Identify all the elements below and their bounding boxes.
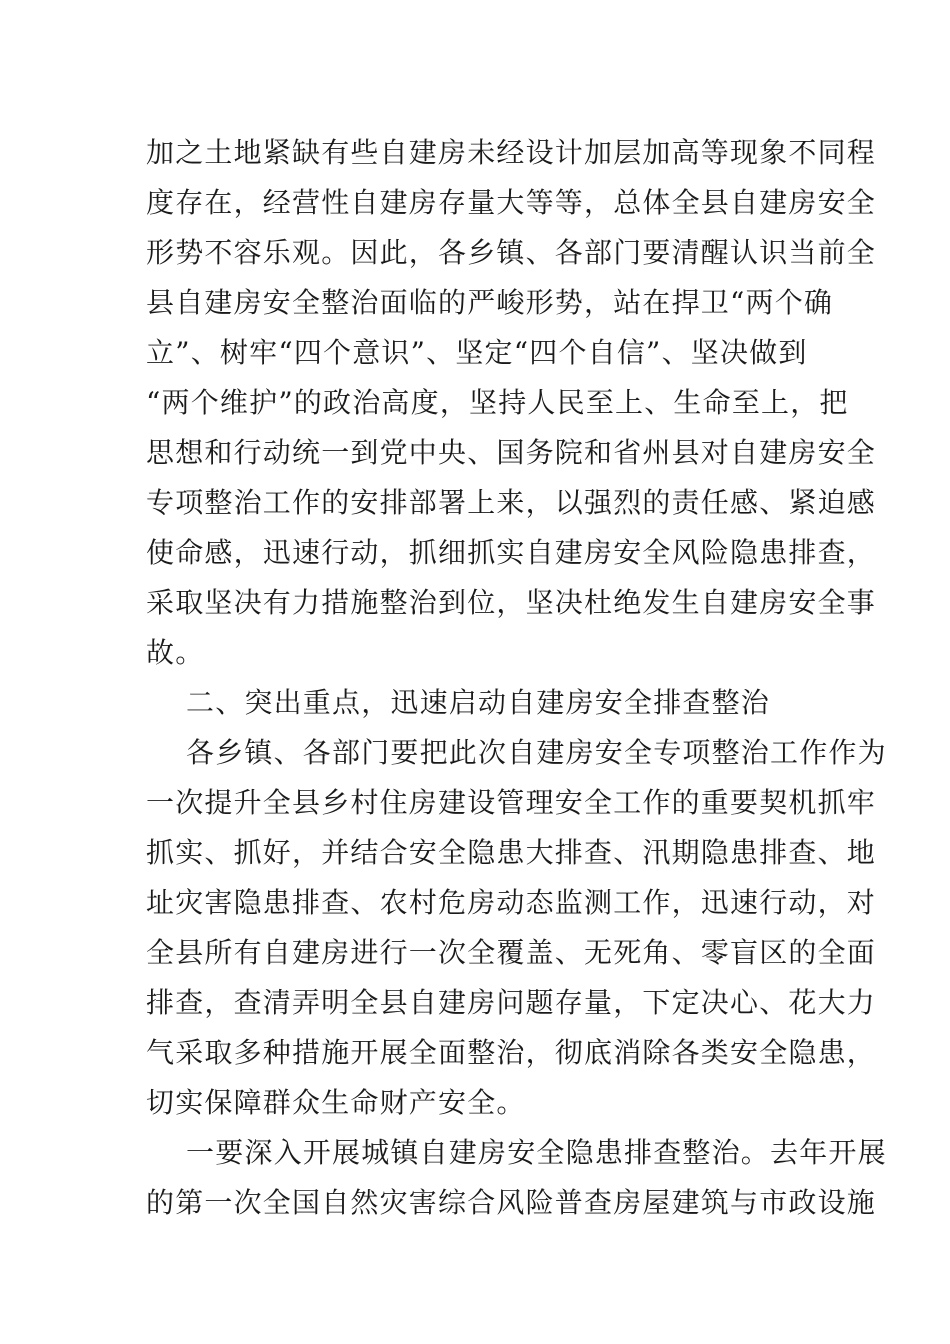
body-line: 形势不容乐观。因此，各乡镇、各部门要清醒认识当前全 [146,236,877,269]
body-line: 址灾害隐患排查、农村危房动态监测工作，迅速行动，对 [146,886,877,919]
body-line: 全县所有自建房进行一次全覆盖、无死角、零盲区的全面 [146,936,877,969]
body-line: 气采取多种措施开展全面整治，彻底消除各类安全隐患， [146,1036,877,1069]
body-line: 专项整治工作的安排部署上来，以强烈的责任感、紧迫感 [146,486,877,519]
body-line: 立”、树牢“四个意识”、坚定“四个自信”、坚决做到 [146,336,808,369]
body-line: 思想和行动统一到党中央、国务院和省州县对自建房安全 [146,436,877,469]
body-line: 加之土地紧缺有些自建房未经设计加层加高等现象不同程 [146,136,877,169]
body-line: 度存在，经营性自建房存量大等等，总体全县自建房安全 [146,186,877,219]
document-body [146,128,887,1228]
body-line-end: 故。 [146,636,205,669]
body-line: 使命感，迅速行动，抓细抓实自建房安全风险隐患排查， [146,536,877,569]
body-line: 一次提升全县乡村住房建设管理安全工作的重要契机抓牢 [146,786,877,819]
body-line: 的第一次全国自然灾害综合风险普查房屋建筑与市政设施 [146,1186,877,1219]
body-line-end: 切实保障群众生命财产安全。 [146,1086,526,1119]
paragraph-first-line: 各乡镇、各部门要把此次自建房安全专项整治工作作为 [186,736,887,769]
body-line: 抓实、抓好，并结合安全隐患大排查、汛期隐患排查、地 [146,836,877,869]
body-line: 排查，查清弄明全县自建房问题存量，下定决心、花大力 [146,986,877,1019]
body-line: “两个维护”的政治高度，坚持人民至上、生命至上，把 [146,386,849,419]
section-heading: 二、突出重点，迅速启动自建房安全排查整治 [186,686,771,719]
paragraph-first-line: 一要深入开展城镇自建房安全隐患排查整治。去年开展 [186,1136,887,1169]
body-line: 县自建房安全整治面临的严峻形势，站在捍卫“两个确 [146,286,834,319]
body-line: 采取坚决有力措施整治到位，坚决杜绝发生自建房安全事 [146,586,877,619]
